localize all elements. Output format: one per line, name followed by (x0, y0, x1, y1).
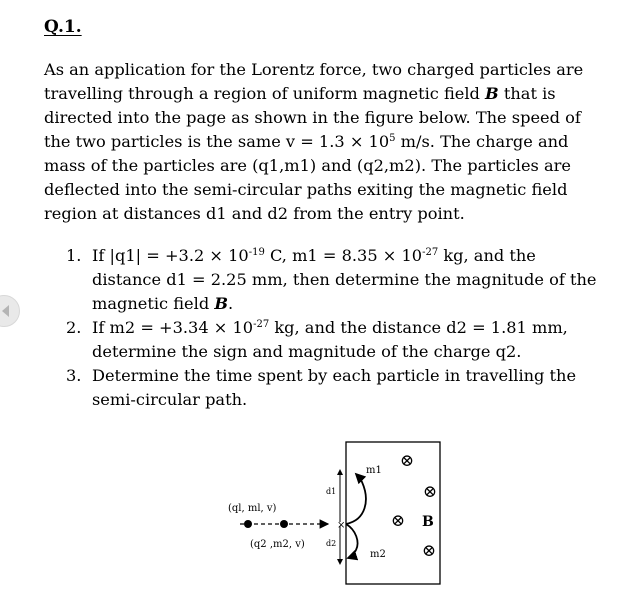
question-number: Q.1. (44, 17, 82, 37)
problem-statement: As an application for the Lorentz force, two charged particles are travelling through a region of uniform magnetic field B that is directed into the page as shown in the figure below. The speed of the two particles is the same $v = 1.3 \times 10^5$ m/s. The charge and mass of the particles are (q1,m1) and (q2,m2). The particles are deflected into the semi-circular paths exiting the magnetic field region at distances d1 and d2 from the entry point. (44, 60, 584, 223)
task-item-3: 3. Determine the time spent by each particle in travelling the semi-circular path. (66, 366, 577, 409)
field-into-page-markers (391, 451, 437, 561)
path-m1 (346, 474, 366, 524)
field-marker-icon: ⊗ (422, 482, 438, 502)
particle-1 (244, 520, 252, 528)
chevron-left-icon (2, 305, 9, 317)
label-m1: m1 (366, 465, 382, 476)
magnetic-field-figure (220, 440, 450, 588)
task-item-2: 2. If $m2 = +3.34 \times 10^{-27}$ kg, and the distance d2 = 1.81 mm, determine the sign and magnitude of the charge q2. (66, 318, 568, 361)
label-d1: d1 (326, 487, 337, 496)
path-m2 (346, 524, 358, 558)
label-m2: m2 (370, 549, 386, 560)
label-d2: d2 (326, 539, 337, 548)
label-particle-2: (q2 ,m2, v) (250, 539, 305, 550)
field-marker-icon: ⊗ (421, 541, 437, 561)
label-particle-1: (ql, ml, v) (228, 503, 277, 514)
entry-point-mark: × (337, 520, 346, 531)
task-item-1: 1. If $|q1| = +3.2 \times 10^{-19}$ C, $m1 = 8.35 \times 10^{-27}$ kg, and the distance d1 = 2.25 mm, then determine the magnitude of the magnetic field B. (66, 246, 597, 313)
side-panel-toggle[interactable] (0, 295, 20, 327)
field-symbol-b: B (485, 84, 499, 103)
field-marker-icon: ⊗ (399, 451, 415, 471)
field-label: B (422, 514, 434, 530)
field-marker-icon: ⊗ (390, 511, 406, 531)
task-list (44, 244, 604, 412)
particle-2 (280, 520, 288, 528)
